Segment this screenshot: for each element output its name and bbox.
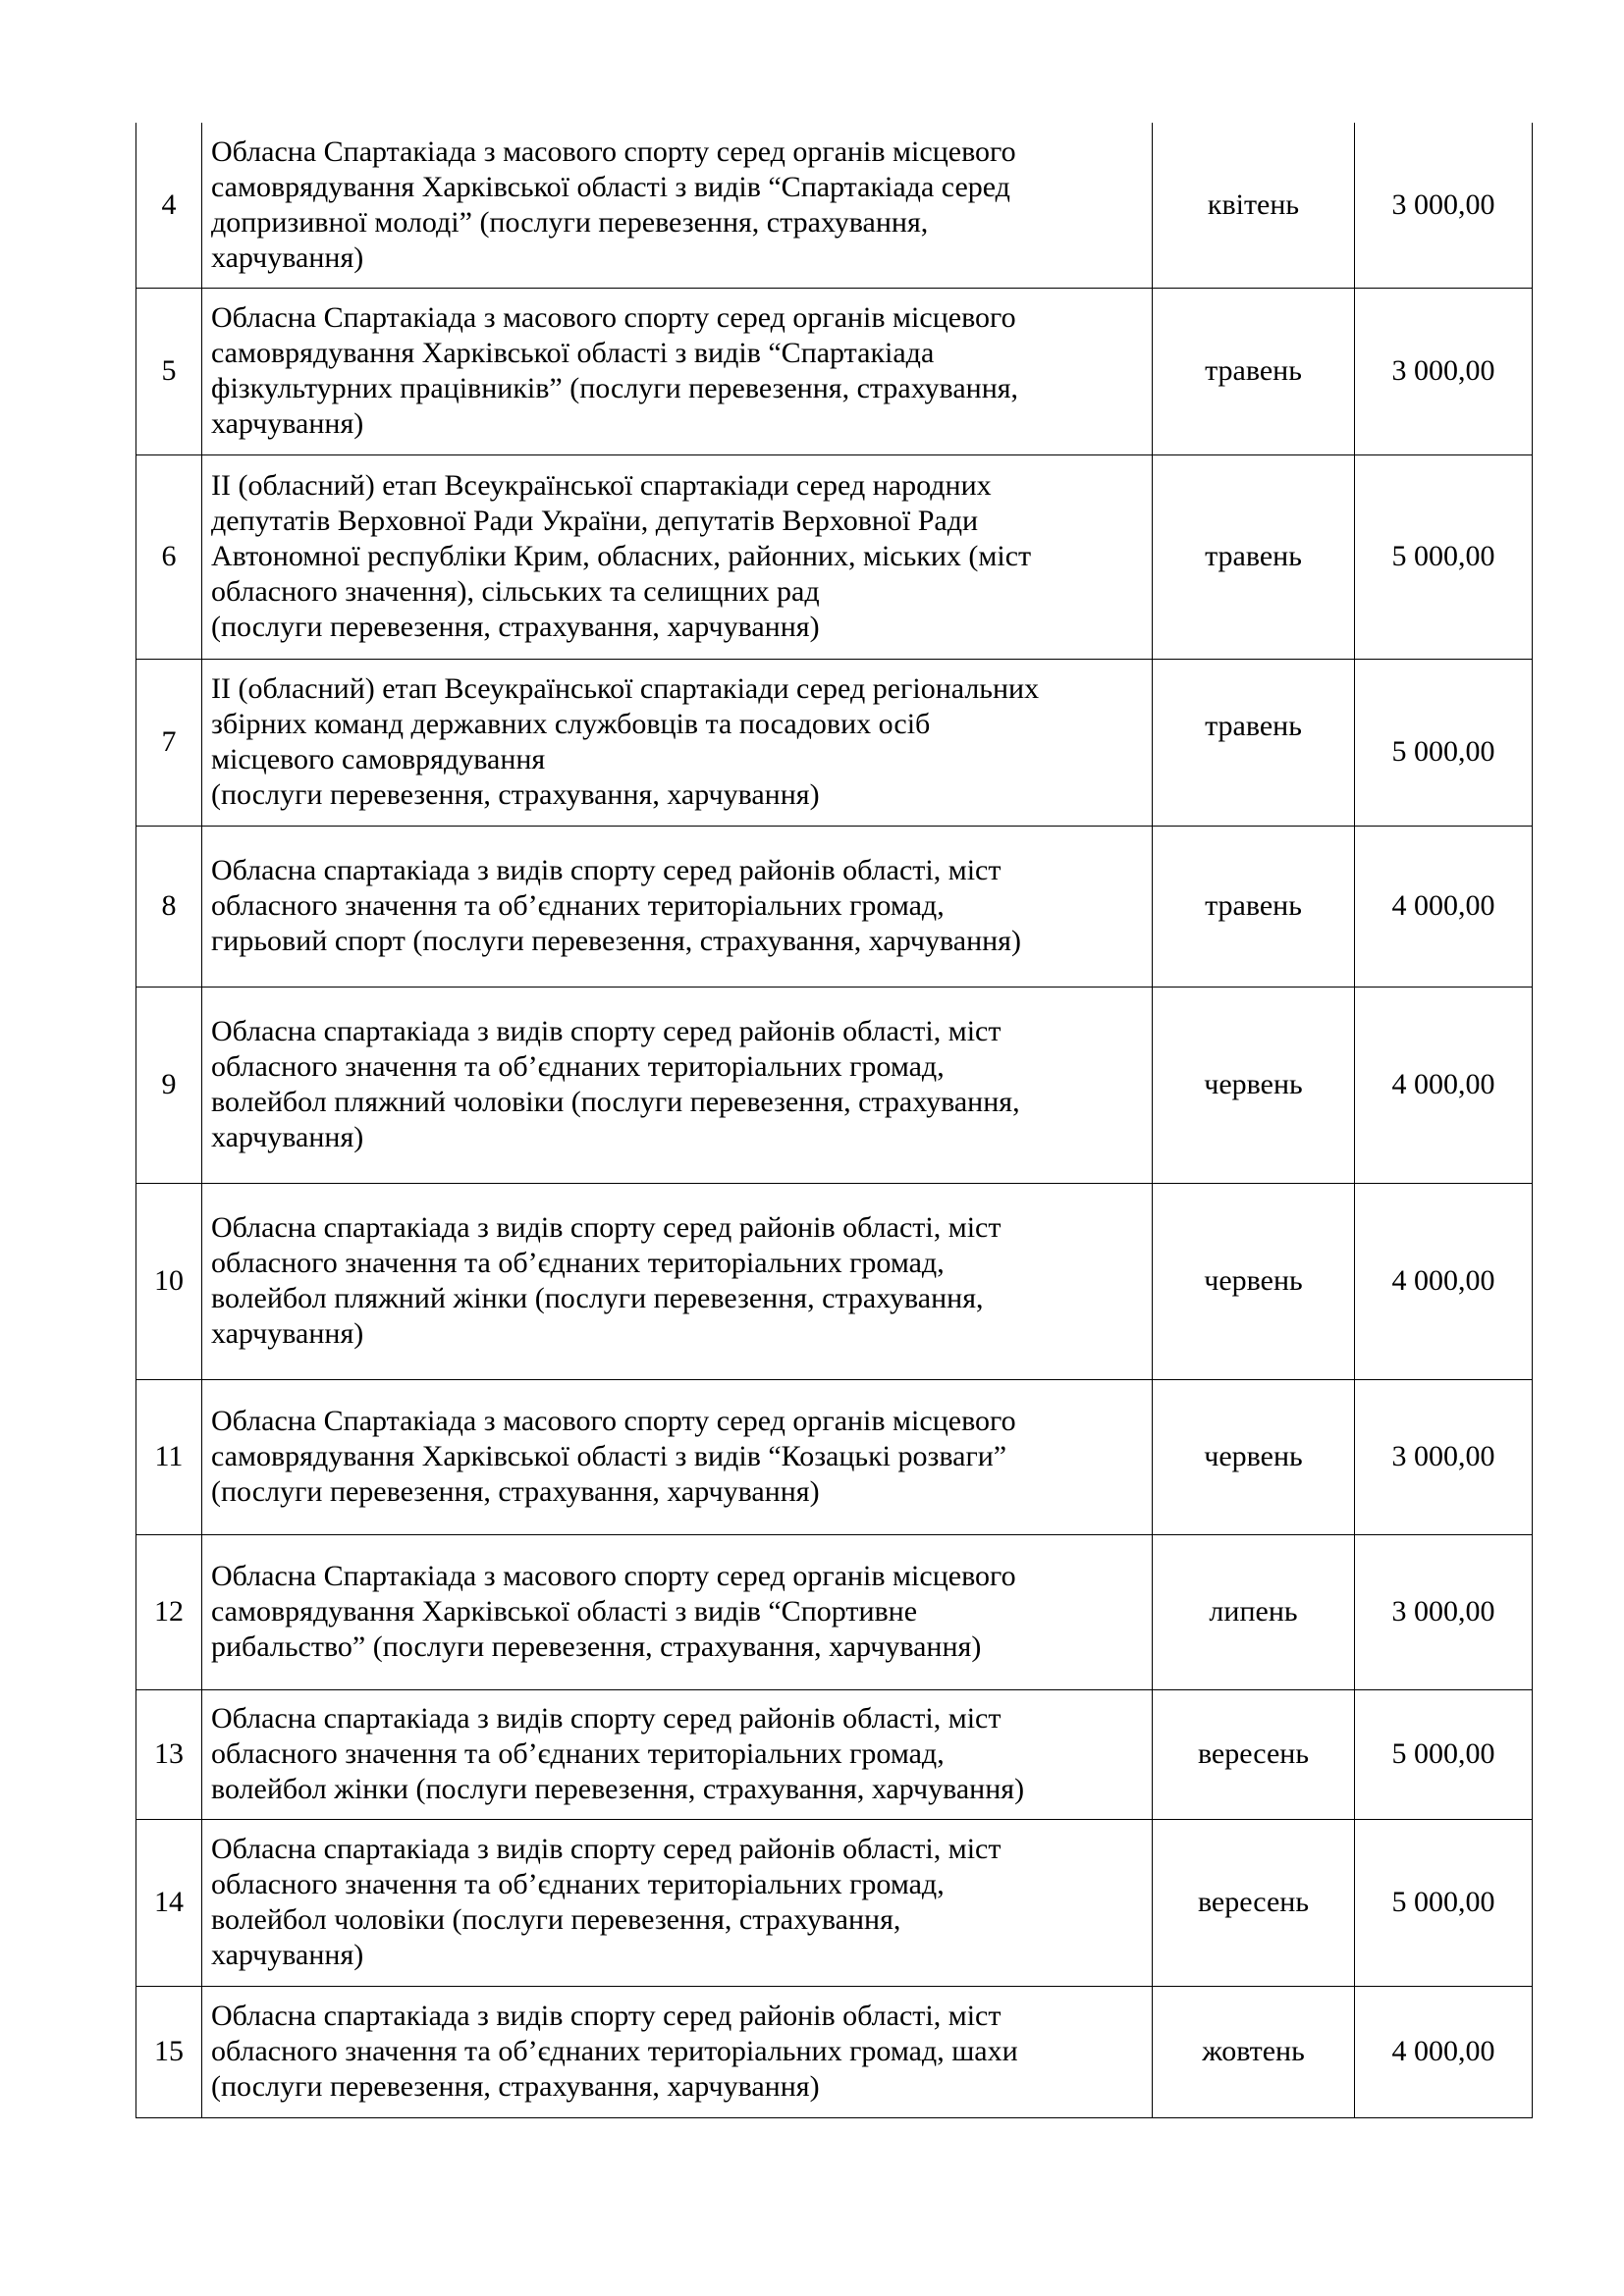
event-amount-cell [1355,1819,1533,1986]
event-description-line: волейбол чоловіки (послуги перевезення, страхування, [211,1903,901,1936]
event-amount-cell [1355,288,1533,454]
event-description-line: харчування) [211,407,364,440]
event-amount: 3 000,00 [1391,187,1495,221]
event-amount: 4 000,00 [1391,889,1495,922]
event-amount-cell [1355,1183,1533,1379]
event-amount: 5 000,00 [1391,1886,1495,1918]
event-month: травень [1205,540,1302,572]
event-month-cell [1153,1986,1355,2117]
row-number: 11 [136,1379,202,1534]
row-number: 7 [136,659,202,826]
event-amount: 5 000,00 [1391,540,1495,572]
event-amount-cell [1355,123,1533,288]
event-description [202,1534,1153,1689]
row-number: 9 [136,987,202,1183]
row-number: 14 [136,1819,202,1986]
event-amount: 5 000,00 [1391,1737,1495,1770]
event-description [202,1819,1153,1986]
event-description-line: Обласна спартакіада з видів спорту серед районів області, міст [211,854,1001,886]
table-row [136,987,1533,1183]
row-number: 13 [136,1689,202,1819]
event-description-line: Обласна спартакіада з видів спорту серед районів області, міст [211,1833,1001,1865]
event-description [202,659,1153,826]
event-description-line: обласного значення та об’єднаних територіальних громад, [211,889,945,922]
event-month-cell [1153,1819,1355,1986]
event-description [202,123,1153,288]
event-description-line: ІІ (обласний) етап Всеукраїнської спартакіади серед регіональних [211,672,1040,705]
table-row [136,1689,1533,1819]
event-description-line: Обласна спартакіада з видів спорту серед районів області, міст [211,1211,1001,1244]
event-month-cell [1153,659,1355,826]
event-month: травень [1205,889,1302,922]
event-month-cell [1153,1183,1355,1379]
event-month-cell [1153,1379,1355,1534]
row-number: 12 [136,1534,202,1689]
table-row [136,1183,1533,1379]
event-description-line: обласного значення та об’єднаних територіальних громад, [211,1050,945,1083]
event-month-cell [1153,826,1355,987]
event-description-line: рибальство” (послуги перевезення, страхування, харчування) [211,1630,982,1663]
event-description [202,1183,1153,1379]
event-amount-cell [1355,1534,1533,1689]
event-amount: 4 000,00 [1391,1068,1495,1100]
event-description-line: Обласна спартакіада з видів спорту серед районів області, міст [211,2000,1001,2032]
event-description-line: обласного значення та об’єднаних територіальних громад, [211,1247,945,1279]
event-description [202,1379,1153,1534]
event-month-cell [1153,1689,1355,1819]
event-description-line: (послуги перевезення, страхування, харчування) [211,1475,820,1508]
event-description-line: обласного значення та об’єднаних територіальних громад, шахи [211,2035,1018,2067]
event-description-line: Обласна Спартакіада з масового спорту серед органів місцевого [211,1405,1016,1437]
event-description-line: обласного значення та об’єднаних територіальних громад, [211,1737,945,1770]
event-description-line: Обласна Спартакіада з масового спорту серед органів місцевого [211,1560,1016,1592]
event-month: липень [1209,1595,1298,1628]
event-amount-cell [1355,1689,1533,1819]
row-number: 15 [136,1986,202,2117]
event-description-line: харчування) [211,1121,364,1153]
event-description-line: Обласна Спартакіада з масового спорту серед органів місцевого [211,301,1016,334]
event-amount: 3 000,00 [1391,1440,1495,1472]
event-amount-cell [1355,987,1533,1183]
event-month: червень [1204,1264,1303,1297]
table-row [136,826,1533,987]
event-description-line: Обласна спартакіада з видів спорту серед районів області, міст [211,1015,1001,1047]
event-description-line: депутатів Верховної Ради України, депутатів Верховної Ради [211,505,979,537]
event-amount-cell [1355,1379,1533,1534]
event-description-line: Обласна спартакіада з видів спорту серед районів області, міст [211,1702,1001,1735]
event-description-line: Обласна Спартакіада з масового спорту серед органів місцевого [211,134,1016,168]
event-description-line: самоврядування Харківської області з видів “Спартакіада [211,337,935,369]
table-row [136,454,1533,659]
event-amount-cell [1355,826,1533,987]
table-row [136,1379,1533,1534]
event-description [202,454,1153,659]
event-month: травень [1205,354,1302,387]
event-description-line: волейбол пляжний жінки (послуги перевезення, страхування, [211,1282,984,1314]
event-description-line: допризивної молоді” (послуги перевезення, страхування, [211,205,929,239]
event-month: квітень [1207,187,1300,221]
event-month: червень [1204,1068,1303,1100]
event-description-line: самоврядування Харківської області з видів “Козацькі розваги” [211,1440,1007,1472]
event-month: червень [1204,1440,1303,1472]
table-row [136,1986,1533,2117]
event-month-cell [1153,454,1355,659]
table-row [136,659,1533,826]
event-description-line: волейбол пляжний чоловіки (послуги перевезення, страхування, [211,1086,1020,1118]
table-row [136,1534,1533,1689]
event-month-cell [1153,1534,1355,1689]
event-description [202,1689,1153,1819]
event-month: вересень [1197,1737,1310,1770]
event-description-line: самоврядування Харківської області з видів “Спартакіада серед [211,170,1010,203]
row-number: 6 [136,454,202,659]
event-month-cell [1153,987,1355,1183]
event-amount: 5 000,00 [1391,735,1495,768]
event-description-line: харчування) [211,1317,364,1350]
event-month-cell [1153,288,1355,454]
event-description-line: обласного значення), сільських та селищних рад [211,575,820,608]
event-month: травень [1205,710,1302,742]
event-description-line: місцевого самоврядування [211,743,546,775]
row-number: 10 [136,1183,202,1379]
event-amount: 4 000,00 [1391,1264,1495,1297]
events-table [135,123,1533,2118]
event-amount-cell [1355,659,1533,826]
event-month: вересень [1197,1886,1310,1918]
event-amount-cell [1355,454,1533,659]
event-description-line: (послуги перевезення, страхування, харчування) [211,2070,820,2103]
event-description-line: харчування) [211,1939,364,1971]
event-amount: 3 000,00 [1391,1595,1495,1628]
event-description-line: ІІ (обласний) етап Всеукраїнської спартакіади серед народних [211,469,992,502]
event-description-line: (послуги перевезення, страхування, харчування) [211,778,820,811]
table-row [136,123,1533,288]
event-description-line: збірних команд державних службовців та посадових осіб [211,708,931,740]
events-table-body [136,123,1533,2117]
event-description-line: обласного значення та об’єднаних територіальних громад, [211,1868,945,1900]
event-description-line: волейбол жінки (послуги перевезення, страхування, харчування) [211,1773,1025,1805]
event-amount: 3 000,00 [1391,354,1495,387]
row-number: 4 [136,123,202,288]
event-description [202,987,1153,1183]
event-description-line: Автономної республіки Крим, обласних, районних, міських (міст [211,540,1032,572]
table-row [136,288,1533,454]
table-row [136,1819,1533,1986]
event-description-line: самоврядування Харківської області з видів “Спортивне [211,1595,918,1628]
event-description [202,1986,1153,2117]
event-description-line: фізкультурних працівників” (послуги перевезення, страхування, [211,372,1019,404]
event-description-line: гирьовий спорт (послуги перевезення, страхування, харчування) [211,925,1021,957]
event-month-cell [1153,123,1355,288]
event-description-line: (послуги перевезення, страхування, харчування) [211,611,820,643]
event-description-line: харчування) [211,240,364,274]
event-month: жовтень [1202,2035,1305,2067]
event-amount-cell [1355,1986,1533,2117]
event-description [202,288,1153,454]
row-number: 5 [136,288,202,454]
event-description [202,826,1153,987]
event-amount: 4 000,00 [1391,2035,1495,2067]
row-number: 8 [136,826,202,987]
